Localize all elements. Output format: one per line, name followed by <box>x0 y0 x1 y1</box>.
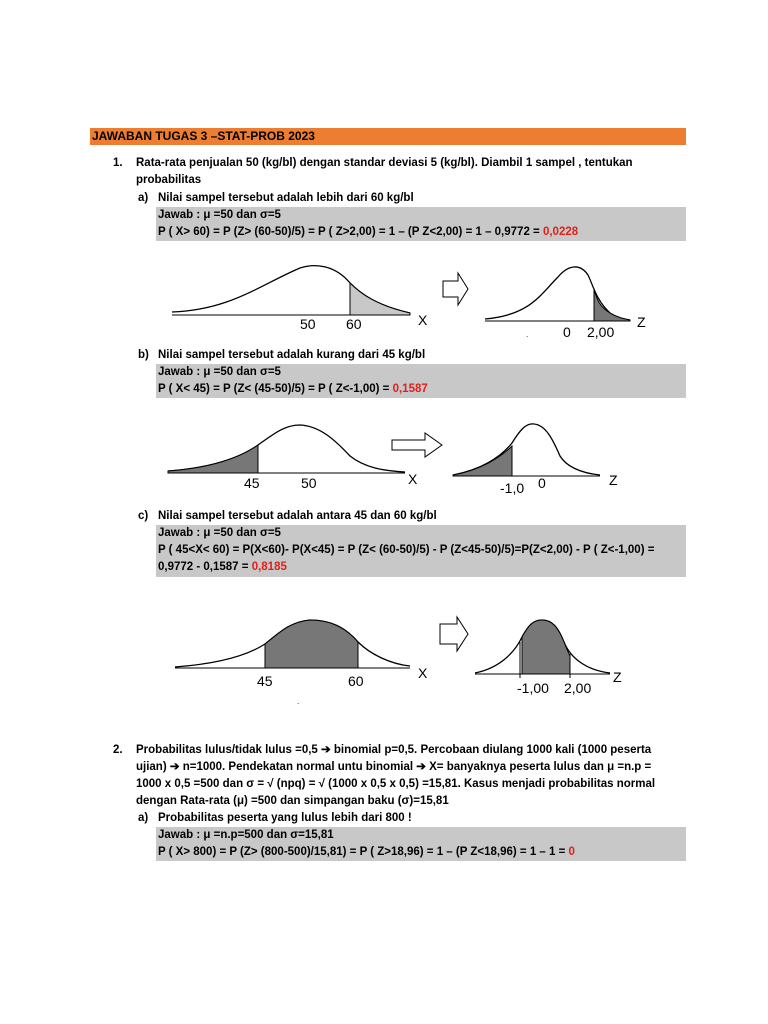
q1c-jawab: Jawab : μ =50 dan σ=5 <box>158 527 281 539</box>
q1a-dot: . <box>526 330 529 339</box>
q1c-calc2: 0,9772 - 0,1587 = 0,8185 <box>158 561 287 573</box>
q1c-z-label-neg1: -1,00 <box>517 680 549 696</box>
page-title: JAWABAN TUGAS 3 –STAT-PROB 2023 <box>92 129 315 143</box>
q1c-label: c) <box>138 510 149 522</box>
q1-line2: probabilitas <box>136 174 202 186</box>
q1b-graphs <box>160 418 660 500</box>
q1b-z-label-neg1: -1,0 <box>500 480 525 496</box>
q1c-dot: . <box>297 697 300 706</box>
q1a-question: Nilai sampel tersebut adalah lebih dari 60 kg/bl <box>158 192 414 204</box>
q1a-x-label-50: 50 <box>300 316 316 332</box>
q1a-z-label-0: 0 <box>563 324 571 340</box>
q2a-result: 0 <box>568 846 575 858</box>
q2-number: 2. <box>113 744 123 756</box>
arrow-icon: ➔ <box>416 761 426 773</box>
q2a-label: a) <box>138 812 149 824</box>
q1a-graphs <box>160 255 660 345</box>
q1b-x-axis: X <box>408 471 418 487</box>
q1a-result: 0,0228 <box>542 226 579 238</box>
q1c-z-label-200: 2,00 <box>564 680 592 696</box>
q1b-z-label-0: 0 <box>538 475 546 491</box>
q1a-x-axis: X <box>418 312 428 328</box>
q2a-question: Probabilitas peserta yang lulus lebih dari 800 ! <box>158 812 412 824</box>
arrow-icon: ➔ <box>169 761 180 773</box>
q1b-jawab: Jawab : μ =50 dan σ=5 <box>158 366 281 378</box>
q1c-graphs <box>160 612 660 707</box>
q1b-x-label-50: 50 <box>301 475 317 491</box>
q2a-jawab: Jawab : μ =n.p=500 dan σ=15,81 <box>158 829 334 841</box>
q1a-jawab: Jawab : μ =50 dan σ=5 <box>158 209 281 221</box>
q1c-calc1: P ( 45<X< 60) = P(X<60)- P(X<45) = P (Z< (60-50)/5) - P (Z<45-50)/5)=P(Z<2,00) - P ( Z<-1,00) = <box>158 544 655 556</box>
q2-line4: dengan Rata-rata (μ) =500 dan simpangan baku (σ)=15,81 <box>136 795 449 807</box>
q2-line3: 1000 x 0,5 =500 dan σ = √ (npq) = √ (1000 x 0,5 x 0,5) =15,81. Kasus menjadi probabilitas normal <box>136 778 656 790</box>
q1a-calc: P ( X> 60) = P (Z> (60-50)/5) = P ( Z>2,00) = 1 – (P Z<2,00) = 1 – 0,9772 = 0,0228 <box>158 226 579 238</box>
q1c-result: 0,8185 <box>251 561 287 573</box>
q1b-label: b) <box>138 349 149 361</box>
q2-line2: ujian) ➔ n=1000. Pendekatan normal untu binomial ➔ X= banyaknya peserta lulus dan μ =n.p = <box>136 761 652 773</box>
q2-line1: Probabilitas lulus/tidak lulus =0,5 ➔ binomial p=0,5. Percobaan diulang 1000 kali (1000 peserta <box>136 744 652 756</box>
q1c-x-axis: X <box>418 665 428 681</box>
q1b-calc: P ( X< 45) = P (Z< (45-50)/5) = P ( Z<-1,00) = 0,1587 <box>158 383 428 395</box>
q2a-calc: P ( X> 800) = P (Z> (800-500)/15,81) = P ( Z>18,96) = 1 – (P Z<18,96) = 1 – 1 = 0 <box>158 846 575 858</box>
q1a-x-label-60: 60 <box>346 316 362 332</box>
q1b-result: 0,1587 <box>392 383 428 395</box>
q1b-x-label-45: 45 <box>244 475 260 491</box>
q1a-label: a) <box>138 192 149 204</box>
q1c-x-label-45: 45 <box>257 673 273 689</box>
q1a-z-axis: Z <box>637 314 646 330</box>
q1-number: 1. <box>113 157 123 169</box>
q1c-z-axis: Z <box>613 669 622 685</box>
q1c-question: Nilai sampel tersebut adalah antara 45 dan 60 kg/bl <box>158 510 437 522</box>
q1b-question: Nilai sampel tersebut adalah kurang dari 45 kg/bl <box>158 349 426 361</box>
q1c-x-label-60: 60 <box>348 673 364 689</box>
q1-line1: Rata-rata penjualan 50 (kg/bl) dengan standar deviasi 5 (kg/bl). Diambil 1 sampel , tentukan <box>136 157 633 169</box>
q1b-z-axis: Z <box>609 472 618 488</box>
arrow-icon: ➔ <box>321 744 331 756</box>
q1a-z-label-200: 2,00 <box>587 324 615 340</box>
